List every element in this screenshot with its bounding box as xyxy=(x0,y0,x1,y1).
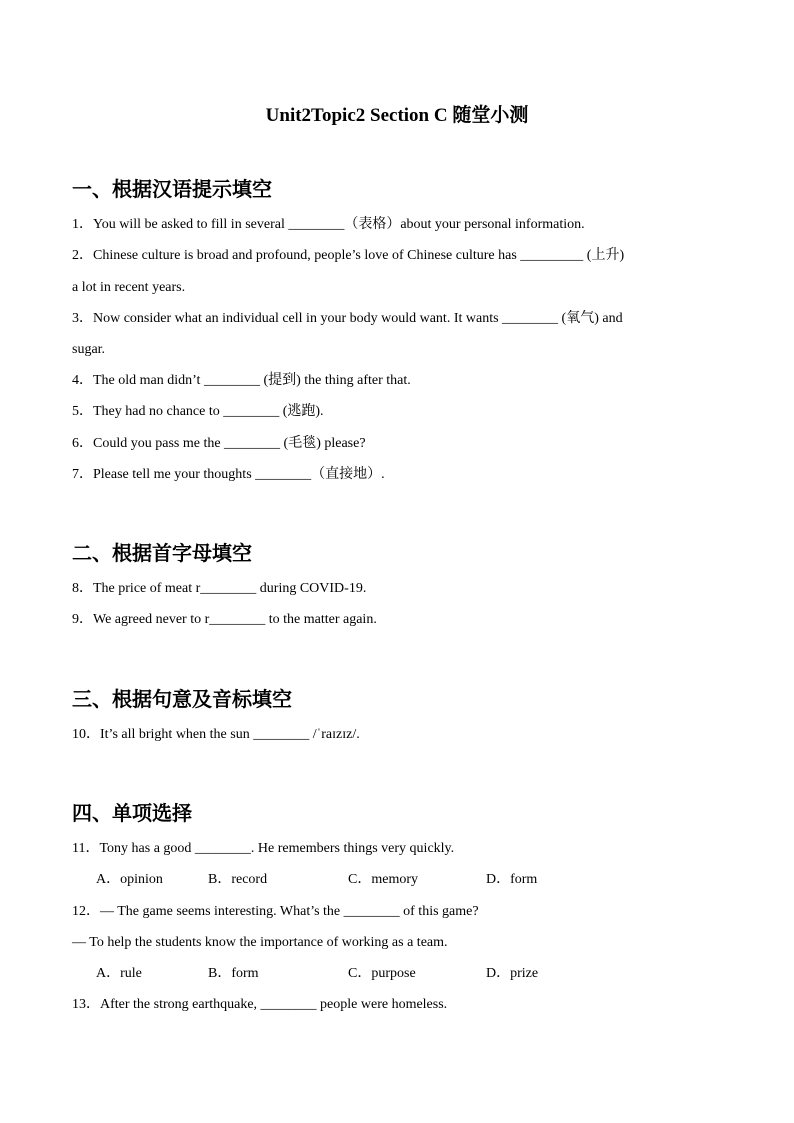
question-2: 2．Chinese culture is broad and profound, people’s love of Chinese culture has _________ (上升) xyxy=(72,248,625,263)
question-2-continued: a lot in recent years. xyxy=(72,280,186,295)
question-12: 12．— The game seems interesting. What’s the ________ of this game? xyxy=(72,904,479,919)
q12-option-d[interactable]: D．prize xyxy=(486,966,539,981)
question-3-continued: sugar. xyxy=(72,342,106,357)
q11-option-a[interactable]: A．opinion xyxy=(96,872,163,887)
q11-option-d[interactable]: D．form xyxy=(486,872,538,887)
question-8: 8．The price of meat r________ during COVID-19. xyxy=(72,581,367,596)
question-1: 1．You will be asked to fill in several ________（表格）about your personal information. xyxy=(72,217,585,232)
question-12-options xyxy=(96,965,746,983)
q12-option-a[interactable]: A．rule xyxy=(96,966,142,981)
question-9: 9．We agreed never to r________ to the matter again. xyxy=(72,612,377,627)
question-13: 13．After the strong earthquake, ________ people were homeless. xyxy=(72,997,448,1012)
question-6: 6．Could you pass me the ________ (毛毯) please? xyxy=(72,436,366,451)
page-title: Unit2Topic2 Section C 随堂小测 xyxy=(265,105,529,126)
q12-option-c[interactable]: C．purpose xyxy=(348,966,416,981)
question-3: 3．Now consider what an individual cell in your body would want. It wants ________ (氧气) and xyxy=(72,311,623,326)
question-12-answer: — To help the students know the importance of working as a team. xyxy=(72,935,448,950)
q11-option-b[interactable]: B．record xyxy=(208,872,268,887)
question-7: 7．Please tell me your thoughts ________（直接地）. xyxy=(72,467,385,482)
question-11-options xyxy=(96,871,746,889)
q11-option-c[interactable]: C．memory xyxy=(348,872,418,887)
q12-option-b[interactable]: B．form xyxy=(208,966,259,981)
question-11: 11．Tony has a good ________. He remembers things very quickly. xyxy=(72,841,455,856)
question-5: 5．They had no chance to ________ (逃跑). xyxy=(72,404,324,419)
section-heading-4: 四、单项选择 xyxy=(72,801,192,825)
question-10: 10．It’s all bright when the sun ________ /ˈraɪzɪz/. xyxy=(72,727,360,742)
question-4: 4．The old man didn’t ________ (提到) the thing after that. xyxy=(72,373,411,388)
section-heading-2: 二、根据首字母填空 xyxy=(72,541,252,565)
section-heading-3: 三、根据句意及音标填空 xyxy=(72,687,292,711)
section-heading-1: 一、根据汉语提示填空 xyxy=(72,177,272,201)
